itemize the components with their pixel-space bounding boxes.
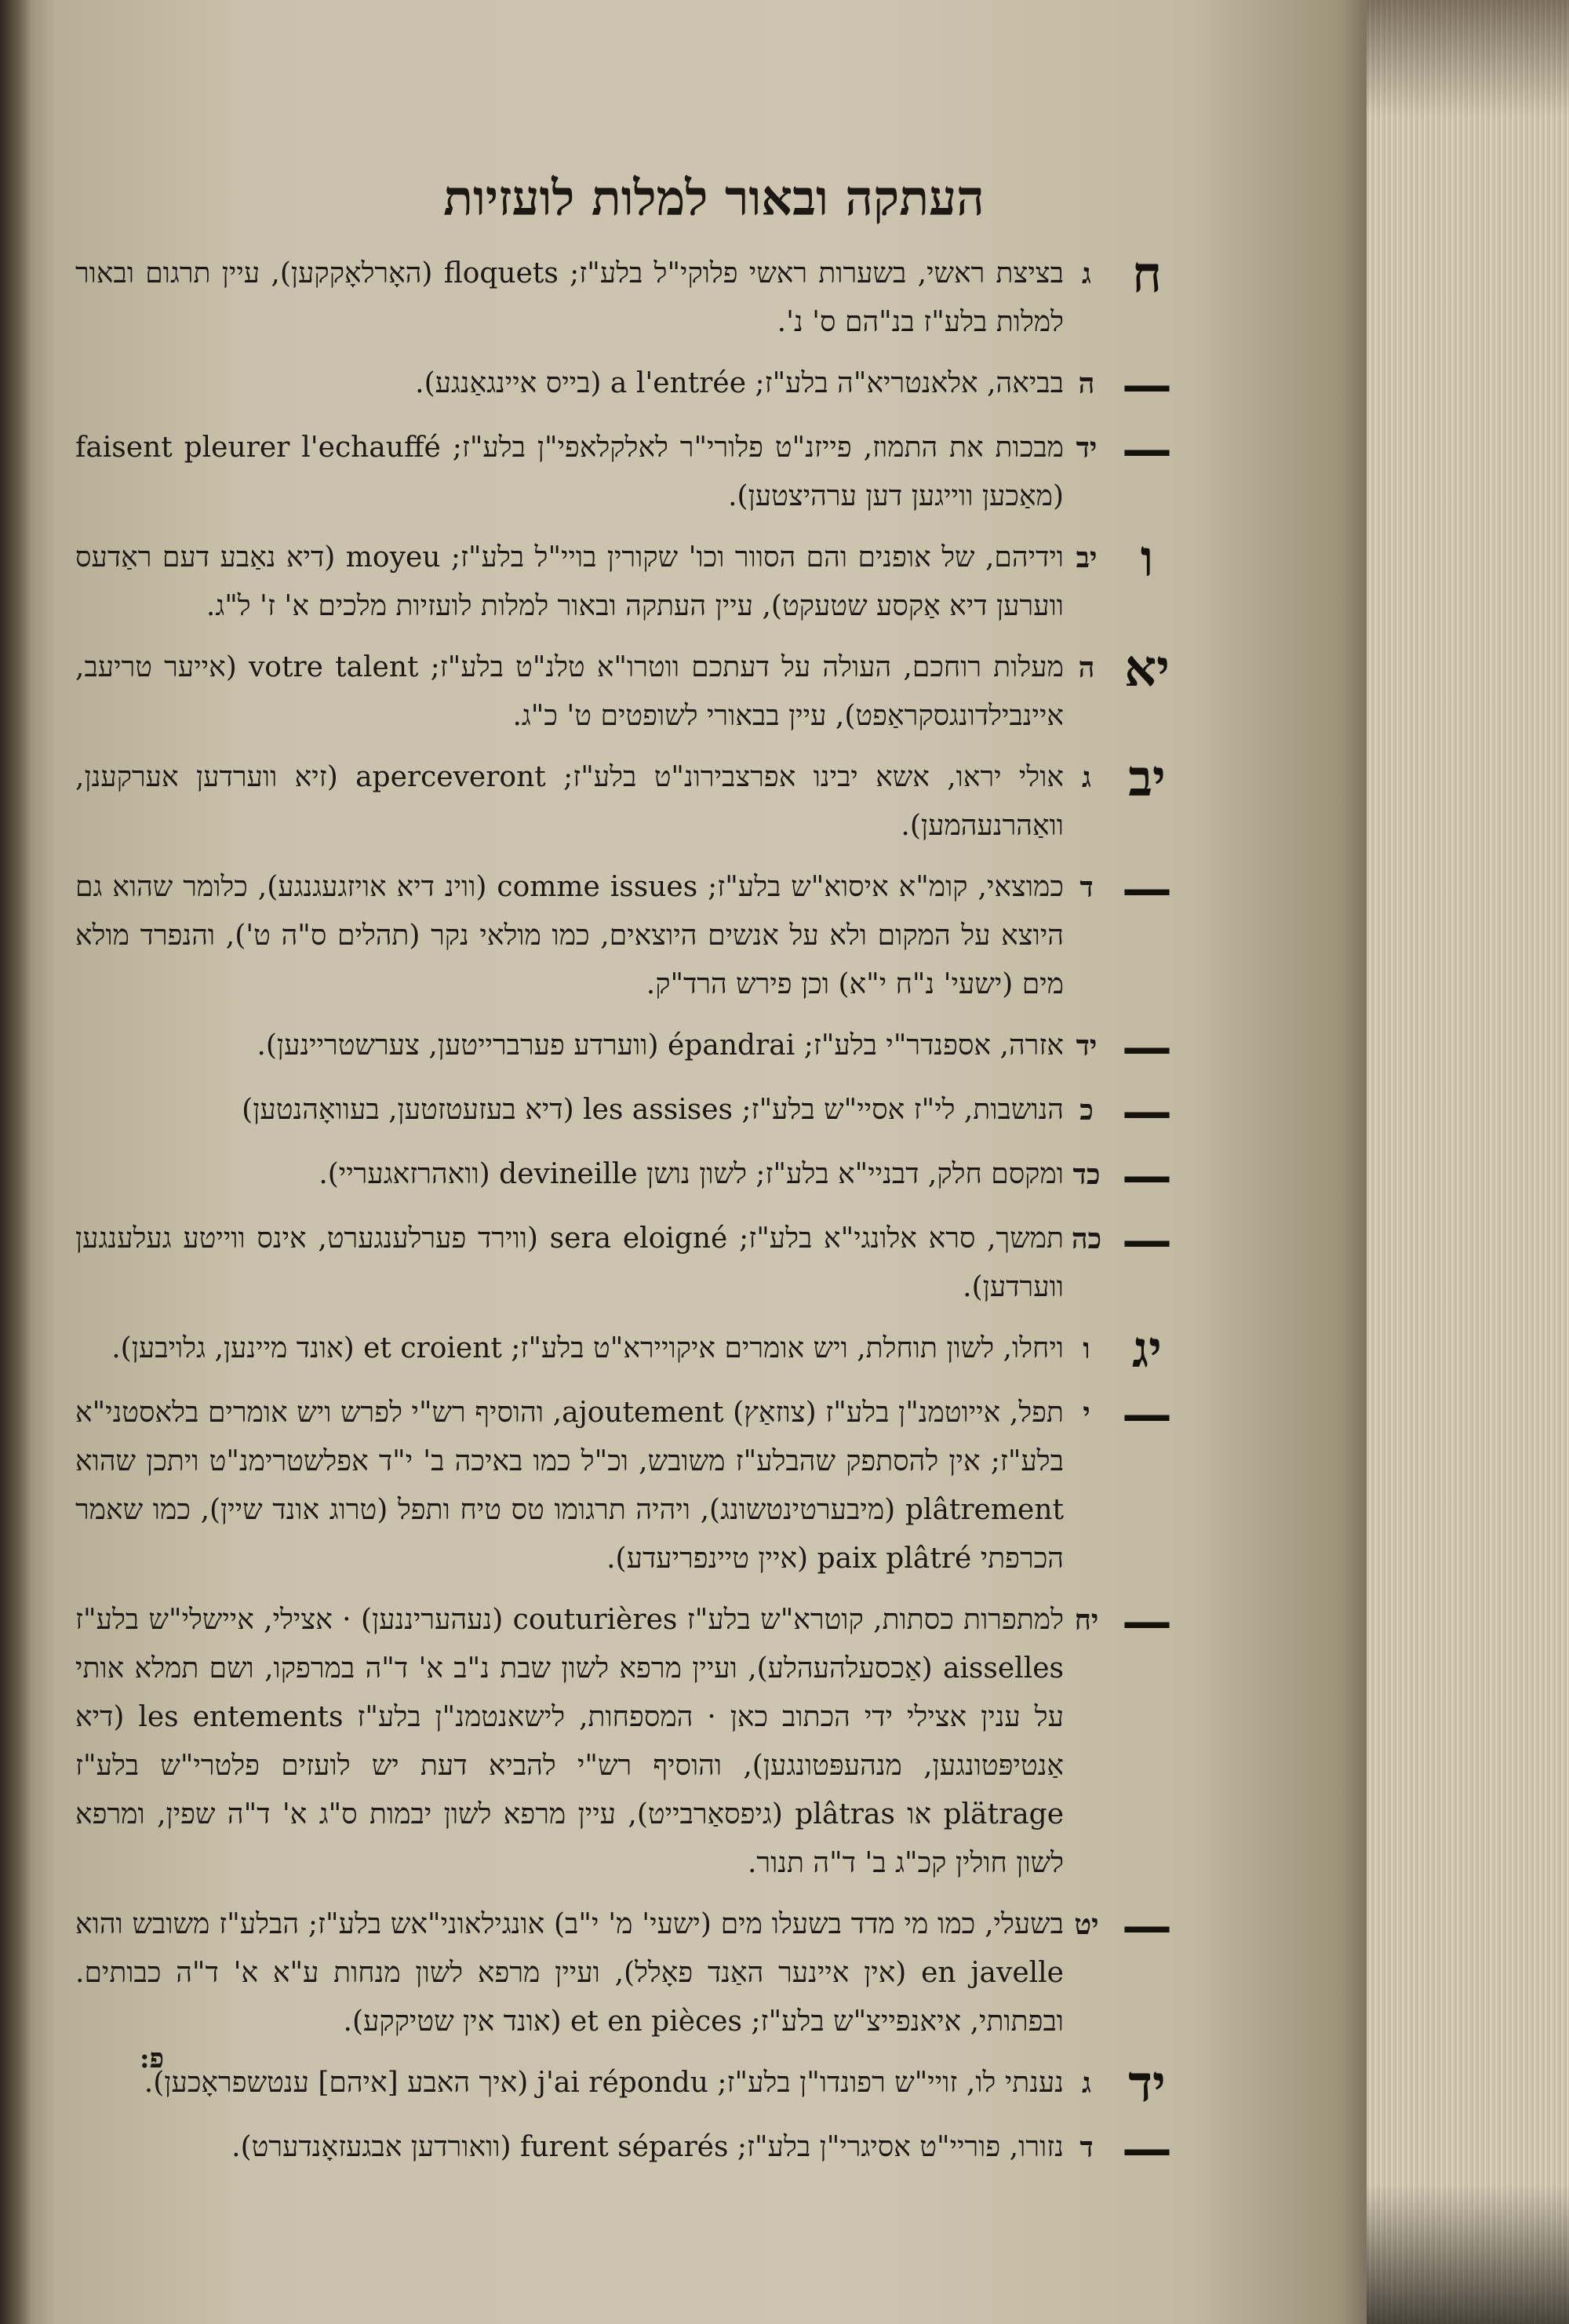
- glossary-entry: [75, 639, 1185, 741]
- entry-text: וידיהם, של אופנים והם הסוור וכו' שקורין בויי"ל בלע"ז; moyeu (דיא נאַבע דעם ראַדעס ווערען דיא אַקסע שטעקט), עיין העתקה ובאור למלות לועזיות מלכים א' ז' ל"ג.: [75, 541, 1064, 622]
- chapter-number: —: [1122, 859, 1172, 918]
- glossary-entry: [75, 420, 1185, 521]
- verse-number: יח: [1074, 1604, 1099, 1637]
- glossary-entry: [75, 1896, 1185, 2046]
- verse-number: ה: [1078, 651, 1095, 684]
- verse-number: ג: [1082, 761, 1091, 794]
- verse-number: יד: [1076, 432, 1098, 464]
- verse-number: כ: [1079, 1094, 1094, 1127]
- glossary-entry: [75, 1385, 1185, 1583]
- glossary-entry: [75, 2055, 1185, 2114]
- glossary-entry: [75, 1211, 1185, 1312]
- verse-number: ו: [1083, 1332, 1090, 1365]
- glossary-entry: [75, 355, 1185, 414]
- glossary-entry: [75, 1146, 1185, 1205]
- verse-number: יד: [1076, 1029, 1098, 1062]
- chapter-number: יד: [1128, 2055, 1166, 2114]
- verse-number: יב: [1076, 541, 1098, 574]
- entry-text: מעלות רוחכם, העולה על דעתכם ווטרו"א טלנ"ט בלע"ז; votre talent (אייער טריעב, איינבילדונגסקראַפט), עיין בבאורי לשופטים ט' כ"ג.: [75, 651, 1064, 732]
- verse-number: י: [1083, 1397, 1090, 1430]
- page-signature: פ:: [140, 2043, 165, 2074]
- chapter-number: —: [1122, 1211, 1172, 1269]
- verse-number: כד: [1072, 1158, 1101, 1191]
- entry-text: בביאה, אלאנטריא"ה בלע"ז; a l'entrée (בייס איינגאַנגע).: [415, 367, 1064, 399]
- glossary-entry: [75, 749, 1185, 851]
- chapter-number: ח: [1132, 246, 1162, 304]
- entry-text: אולי יראו, אשא יבינו אפרצבירונ"ט בלע"ז; aperceveront (זיא ווערדען אערקענן, וואַהרנעהמען).: [75, 761, 1065, 842]
- chapter-number: —: [1122, 1385, 1172, 1444]
- page-gutter-shadow: [0, 0, 31, 2324]
- glossary-entry: [75, 1320, 1185, 1379]
- entry-text: ויחלו, לשון תוחלת, ויש אומרים איקויירא"ט בלע"ז; et croient (אונד מיינען, גלויבען).: [111, 1332, 1064, 1364]
- verse-number: ג: [1082, 2067, 1091, 2100]
- verse-number: ג: [1082, 257, 1091, 290]
- verse-number: ד: [1079, 2131, 1094, 2164]
- chapter-number: —: [1122, 1146, 1172, 1205]
- entry-text: נזורו, פוריי"ט אסיגרי"ן בלע"ז; furent séparés (וואורדען אבגעזאָנדערט).: [231, 2131, 1064, 2163]
- entry-text: מבכות את התמוז, פייזנ"ט פלורי"ר לאלקלאפי"ן בלע"ז; faisent pleurer l'echauffé (מאַכען ווייגען דען ערהיצטען).: [75, 432, 1065, 512]
- entry-text: כמוצאי, קומ"א איסוא"ש בלע"ז; comme issues (ווינ דיא אויזגעגנגע), כלומר שהוא גם היוצא על המקום ולא על אנשים היוצאים, כמו מולאי נקר (תהלים ס"ה ט'), והנפרד מולא מים (ישעי' נ"ח י"א) וכן פירש הרד"ק.: [75, 871, 1064, 1000]
- chapter-number: ו: [1140, 530, 1154, 588]
- chapter-number: —: [1122, 1082, 1172, 1141]
- glossary-entry: [75, 2119, 1185, 2178]
- entry-text: נענתי לו, זויי"ש רפונדו"ן בלע"ז; j'ai répondu (איך האבע [איהם] ענטשפראָכען).: [144, 2067, 1064, 2099]
- glossary-entry: [75, 1592, 1185, 1888]
- entry-text: תמשך, סרא אלונגי"א בלע"ז; sera eloigné (ווירד פערלענגערט, אינס ווייטע געלענגען ווערדען).: [75, 1222, 1064, 1303]
- entry-text: הנושבות, לי"ז אסיי"ש בלע"ז; les assises (דיא בעזעטזטען, בעוואָהנטען): [242, 1094, 1064, 1126]
- chapter-number: —: [1122, 2119, 1172, 2178]
- glossary-entry: [75, 1082, 1185, 1141]
- glossary-entry: [75, 530, 1185, 631]
- chapter-number: יג: [1132, 1320, 1162, 1379]
- verse-number: ד: [1079, 871, 1094, 904]
- entry-text: תפל, אייוטמנ"ן בלע"ז (צוזאַץ) ajoutement, והוסיף רש"י לפרש ויש אומרים בלאסטני"א בלע"ז; אין להסתפק שהבלע"ז משובש, וכ"ל כמו באיכה ב' י"ד אפלשטרימנ"ט ויתכן שהוא plâtrement (מיבערטינטשונג), ויהיה תרגומו טס טיח ותפל (טרוג אונד שיין), כמו שאמר הכרפתי paix plâtré (איין טיינפריעדע).: [75, 1397, 1064, 1575]
- chapter-number: יב: [1128, 749, 1166, 808]
- glossary-entry: [75, 859, 1185, 1009]
- book-edge-shadow: [1367, 0, 1569, 2324]
- glossary-entry: [75, 1018, 1185, 1076]
- entry-text: אזרה, אספנדר"י בלע"ז; épandrai (ווערדע פערברייטען, צערשטריינען).: [257, 1029, 1064, 1062]
- chapter-number: יא: [1124, 639, 1170, 698]
- glossary-entry: [75, 246, 1185, 347]
- chapter-number: —: [1122, 355, 1172, 414]
- verse-number: כה: [1071, 1222, 1102, 1255]
- entry-text: למתפרות כסתות, קוטרא"ש בלע"ז couturières (נעהעריננען) · אצילי, איישלי"ש בלע"ז aisselles (אַכסעלהעהלע), ועיין מרפא לשון שבת נ"ב א' ד"ה במרפקו, ושם תמלא אותי על ענין אצילי ידי הכתוב כאן · המספחות, לישאנטמנ"ן בלע"ז les entements (דיא אַנטיפּטונגען, מנהעפּטונגען), והוסיף רש"י להביא דעת יש לועזים פלטרי"ש בלע"ז plätrage או plâtras (גיפסאַרבייט), עיין מרפא לשון יבמות ס"ג א' ד"ה שפין, ומרפא לשון חולין קכ"ג ב' ד"ה תנור.: [75, 1604, 1065, 1879]
- entry-text: בציצת ראשי, בשערות ראשי פלוקי"ל בלע"ז; floquets (האָרלאָקקען), עיין תרגום ובאור למלות בלע"ז בנ"הם ס' נ'.: [75, 257, 1064, 338]
- verse-number: ה: [1078, 367, 1095, 400]
- verse-number: יט: [1074, 1908, 1099, 1941]
- glossary-entries: [75, 246, 1185, 2187]
- chapter-number: —: [1122, 1896, 1172, 1955]
- chapter-number: —: [1122, 1018, 1172, 1076]
- page-title: העתקה ובאור למלות לועזיות: [443, 169, 985, 227]
- entry-text: ומקסם חלק, דבניי"א בלע"ז; לשון נושן devineille (וואהרזאגעריי).: [319, 1158, 1064, 1190]
- entry-text: בשעלי, כמו מי מדד בשעלו מים (ישעי' מ' י"ב) אונגילאוני"אש בלע"ז; הבלע"ז משובש והוא en javelle (אין איינער האַנד פאָלל), ועיין מרפא לשון מנחות ע"א א' ד"ה כבותים. ובפתותי, איאנפייצ"ש בלע"ז; et en pièces (אונד אין שטיקקע).: [75, 1908, 1064, 2038]
- chapter-number: —: [1122, 420, 1172, 479]
- chapter-number: —: [1122, 1592, 1172, 1651]
